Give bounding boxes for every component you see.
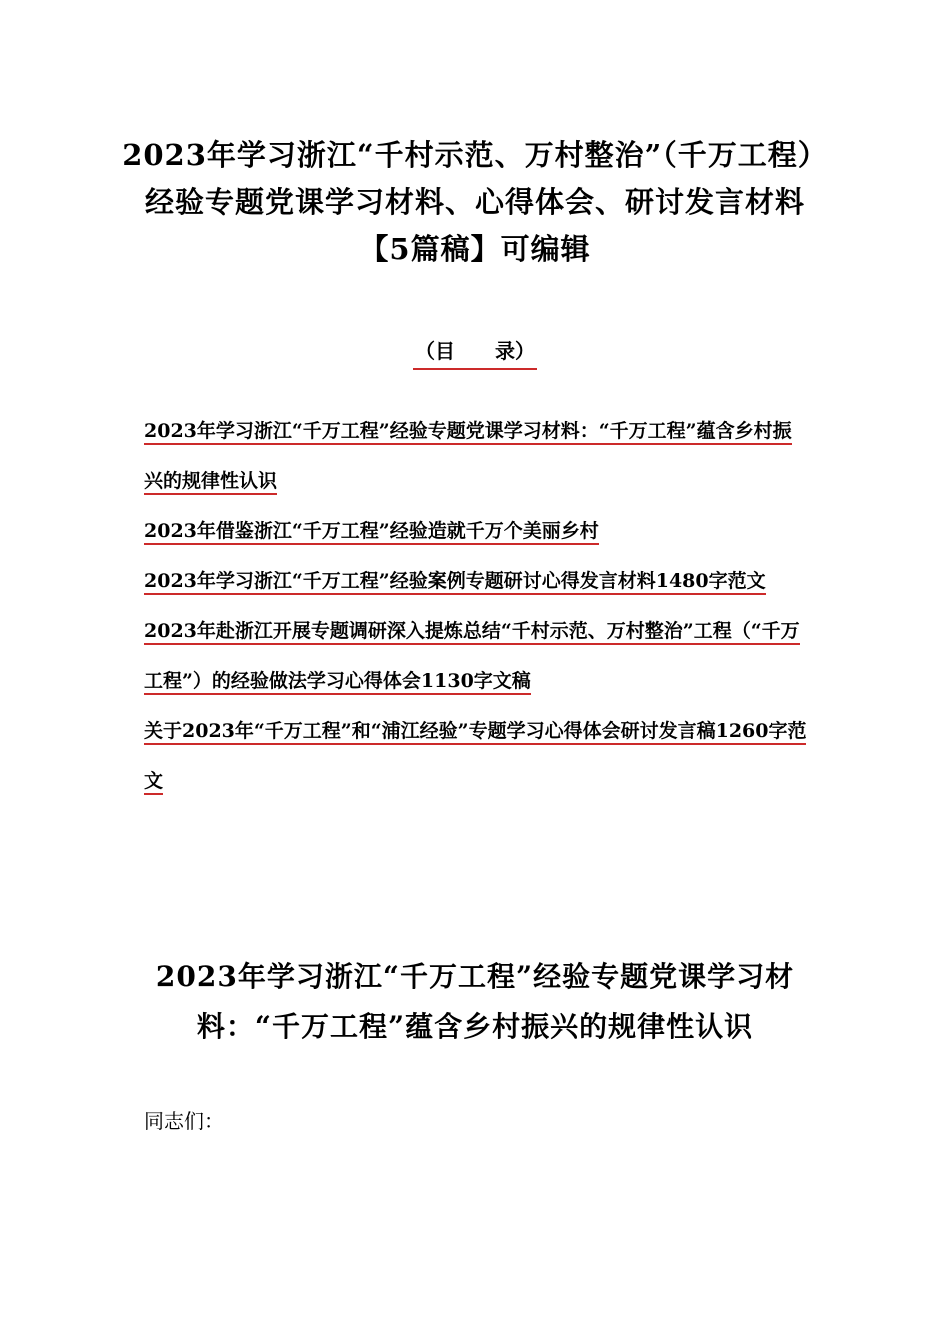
- toc-link-5[interactable]: [144, 706, 810, 806]
- toc-heading-text: （目 录）: [413, 336, 537, 370]
- toc-link-1[interactable]: [144, 406, 810, 506]
- toc-link-2-text: 2023年借鉴浙江“千万工程”经验造就千万个美丽乡村: [144, 520, 599, 545]
- section-title: 2023年学习浙江“千万工程”经验专题党课学习材料：“千万工程”蕴含乡村振兴的规律性认识: [155, 960, 795, 1043]
- document-title: 2023年学习浙江“千村示范、万村整治”（千万工程）经验专题党课学习材料、心得体会、研讨发言材料【5篇稿】可编辑: [122, 138, 828, 266]
- toc-link-1-text: 2023年学习浙江“千万工程”经验专题党课学习材料：“千万工程”蕴含乡村振兴的规律性认识: [144, 420, 792, 495]
- toc-link-4[interactable]: [144, 606, 810, 706]
- toc-link-2[interactable]: [144, 506, 810, 556]
- toc-link-3[interactable]: [144, 556, 810, 606]
- toc-link-5-text: 关于2023年“千万工程”和“浦江经验”专题学习心得体会研讨发言稿1260字范文: [144, 720, 806, 795]
- greeting-text: 同志们：: [144, 1109, 224, 1133]
- toc-link-4-text: 2023年赴浙江开展专题调研深入提炼总结“千村示范、万村整治”工程（“千万工程”）的经验做法学习心得体会1130字文稿: [144, 620, 800, 695]
- toc-link-3-text: 2023年学习浙江“千万工程”经验案例专题研讨心得发言材料1480字范文: [144, 570, 766, 595]
- table-of-contents: [144, 406, 810, 806]
- toc-heading: [0, 336, 950, 370]
